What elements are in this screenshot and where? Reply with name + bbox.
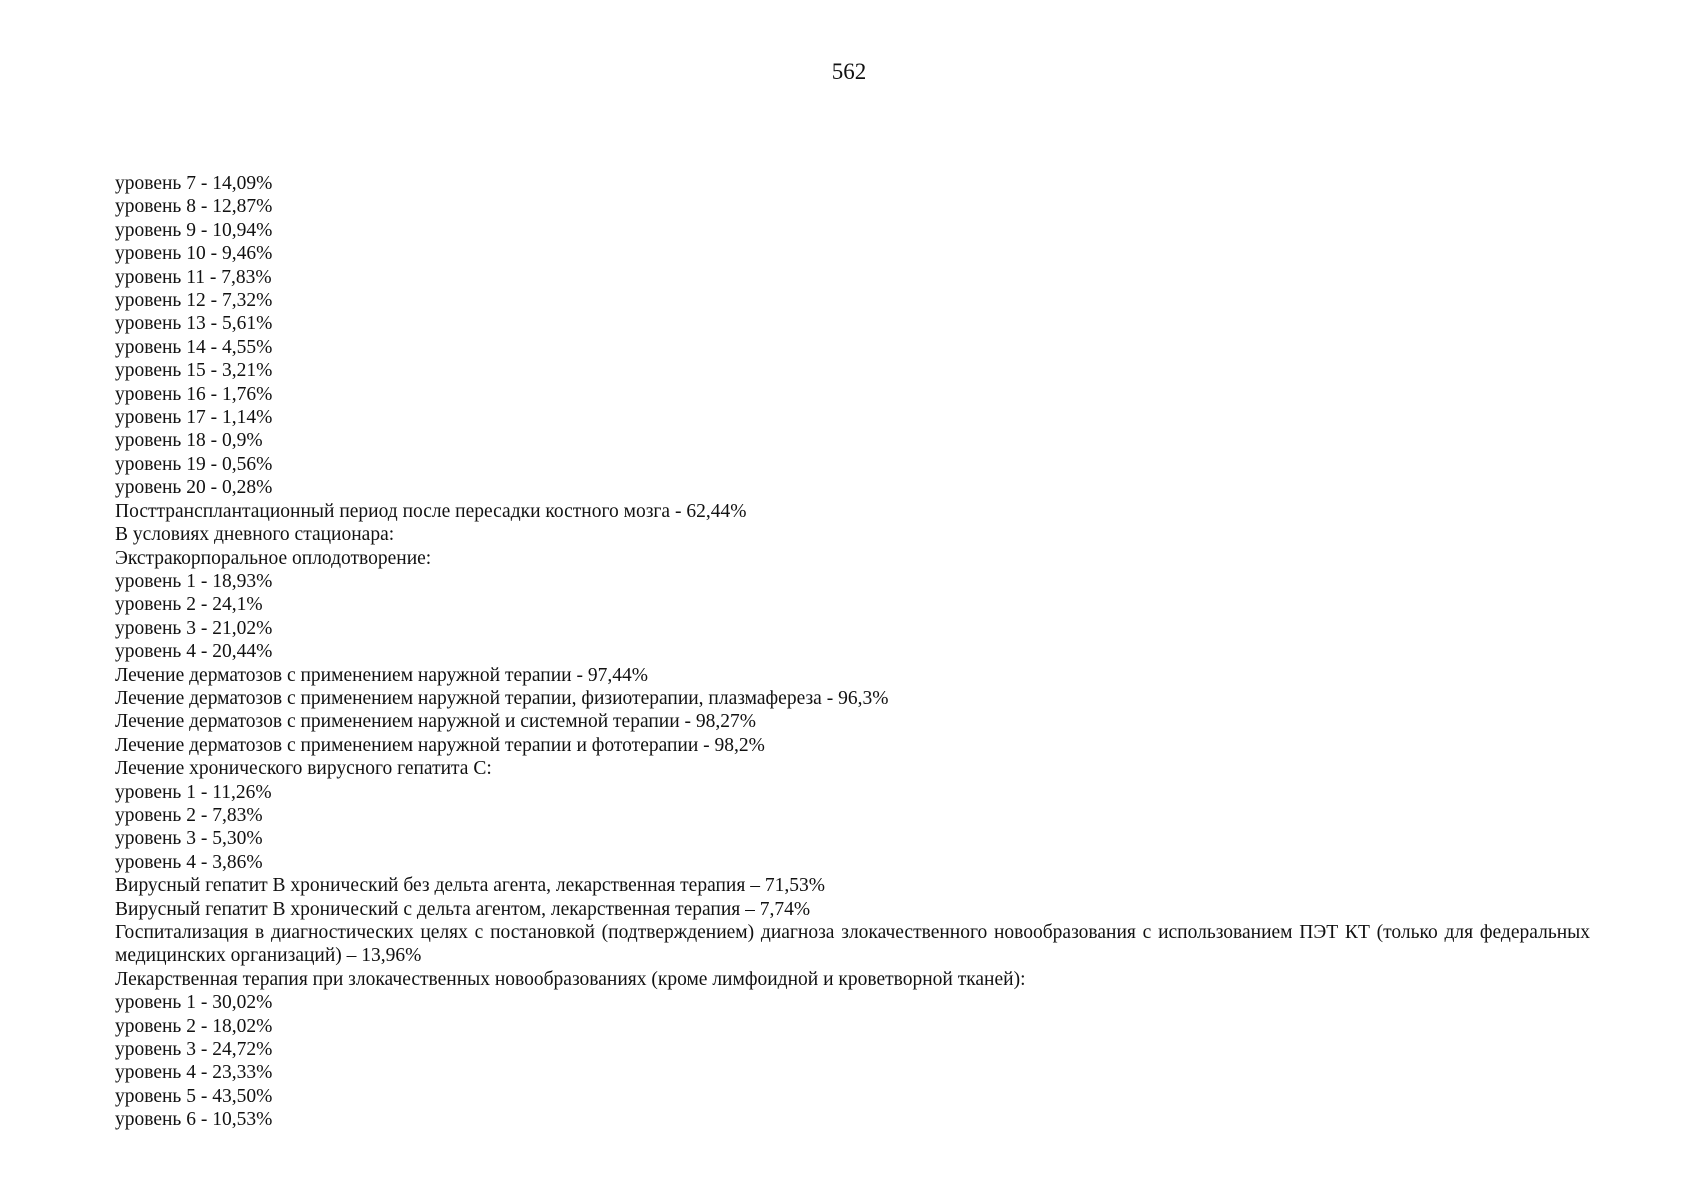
text-line: уровень 19 - 0,56%: [115, 453, 273, 475]
text-line: Лечение дерматозов с применением наружной и системной терапии - 98,27%: [115, 711, 757, 733]
text-line: уровень 18 - 0,9%: [115, 430, 263, 452]
text-line: уровень 16 - 1,76%: [115, 383, 273, 405]
text-line: Вирусный гепатит В хронический без дельта агента, лекарственная терапия – 71,53%: [115, 875, 825, 897]
text-line: Лечение дерматозов с применением наружной терапии, физиотерапии, плазмафереза - 96,3%: [115, 687, 889, 709]
section-heading: Лекарственная терапия при злокачественных новообразованиях (кроме лимфоидной и кроветворной тканей):: [115, 968, 1026, 990]
text-paragraph: Госпитализация в диагностических целях с постановкой (подтверждением) диагноза злокачественного новообразования с использованием ПЭТ КТ (только для федеральных медицинских организаций) – 13,96%: [115, 922, 1590, 967]
text-line: уровень 2 - 18,02%: [115, 1015, 273, 1037]
text-line: уровень 4 - 23,33%: [115, 1062, 273, 1084]
text-line: уровень 15 - 3,21%: [115, 360, 273, 382]
text-line: уровень 9 - 10,94%: [115, 219, 273, 241]
page-number: 562: [831, 59, 867, 84]
text-line: уровень 5 - 43,50%: [115, 1085, 273, 1107]
section-heading: Экстракорпоральное оплодотворение:: [115, 547, 432, 569]
text-line: уровень 1 - 30,02%: [115, 992, 273, 1014]
text-line: уровень 3 - 5,30%: [115, 828, 263, 850]
text-line: Лечение дерматозов с применением наружной терапии и фототерапии - 98,2%: [115, 734, 765, 756]
text-line: уровень 2 - 7,83%: [115, 804, 263, 826]
text-line: уровень 8 - 12,87%: [115, 196, 273, 218]
text-line: уровень 3 - 24,72%: [115, 1039, 273, 1061]
text-line: уровень 11 - 7,83%: [115, 266, 272, 288]
text-line: уровень 1 - 11,26%: [115, 781, 272, 803]
text-line: Посттрансплантационный период после пересадки костного мозга - 62,44%: [115, 500, 747, 522]
text-line: уровень 13 - 5,61%: [115, 313, 273, 335]
text-line: уровень 4 - 20,44%: [115, 641, 273, 663]
text-line: уровень 20 - 0,28%: [115, 477, 273, 499]
text-line: уровень 7 - 14,09%: [115, 173, 273, 194]
text-line: Лечение дерматозов с применением наружной терапии - 97,44%: [115, 664, 648, 686]
section-heading: Лечение хронического вирусного гепатита С:: [115, 758, 492, 780]
section-heading: В условиях дневного стационара:: [115, 524, 395, 546]
text-line: уровень 14 - 4,55%: [115, 336, 273, 358]
text-line: Вирусный гепатит В хронический с дельта агентом, лекарственная терапия – 7,74%: [115, 898, 811, 920]
text-line: уровень 3 - 21,02%: [115, 617, 273, 639]
document-body: [115, 172, 1590, 1132]
text-line: уровень 12 - 7,32%: [115, 290, 273, 312]
text-line: уровень 2 - 24,1%: [115, 594, 263, 616]
text-line: уровень 1 - 18,93%: [115, 570, 273, 592]
text-line: уровень 10 - 9,46%: [115, 243, 273, 265]
text-line: уровень 6 - 10,53%: [115, 1109, 273, 1131]
text-line: уровень 17 - 1,14%: [115, 407, 273, 429]
text-line: уровень 4 - 3,86%: [115, 851, 263, 873]
